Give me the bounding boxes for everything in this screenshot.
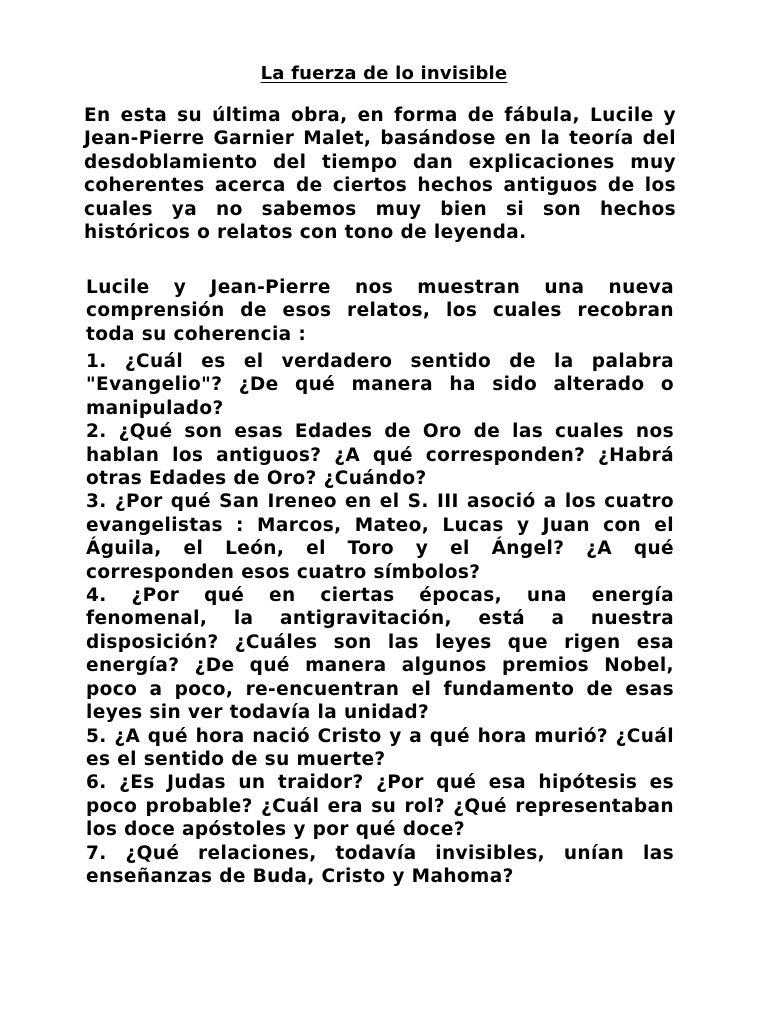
question-text: ¿Por qué San Ireneo en el S. III asoció a los cuatro evangelistas : Marcos, Mateo, Lucas y Juan con el Águila, el León, el Toro y el Ángel? ¿A qué corresponden esos cuatro símbolos?: [86, 491, 674, 583]
question-text: ¿Es Judas un traidor? ¿Por qué esa hipótesis es poco probable? ¿Cuál era su rol? ¿Qué representaban los doce apóstoles y por qué doce?: [86, 772, 675, 841]
questions-list: [86, 350, 674, 888]
question-text: ¿Qué son esas Edades de Oro de las cuales nos hablan los antiguos? ¿A qué corresponden? ¿Habrá otras Edades de Oro? ¿Cuándo?: [86, 421, 674, 490]
question-item: [86, 725, 674, 772]
question-item: [86, 350, 674, 420]
question-text: ¿Qué relaciones, todavía invisibles, unían las enseñanzas de Buda, Cristo y Mahoma?: [86, 842, 674, 887]
question-number: 5.: [86, 725, 107, 747]
question-number: 7.: [86, 842, 107, 864]
question-number: 1.: [86, 351, 107, 372]
question-number: 4.: [86, 585, 107, 607]
question-item: [86, 842, 674, 889]
question-text: ¿Cuál es el verdadero sentido de la palabra "Evangelio"? ¿De qué manera ha sido alterado o manipulado?: [86, 351, 675, 419]
question-item: [86, 771, 674, 841]
question-number: 3.: [86, 491, 107, 513]
intro-paragraph: En esta su última obra, en forma de fábula, Lucile y Jean-Pierre Garnier Malet, basándose en la teoría del desdoblamiento del tiempo dan explicaciones muy coherentes acerca de ciertos hechos antiguos de los cuales ya no sabemos muy bien si son hechos históricos o relatos con tono de leyenda.: [84, 105, 676, 244]
question-text: ¿Por qué en ciertas épocas, una energía fenomenal, la antigravitación, está a nuestra disposición? ¿Cuáles son las leyes que rigen esa energía? ¿De qué manera algunos premios Nobel, poco a poco, re-encuentran el fundamento de esas leyes sin ver todavía la unidad?: [86, 585, 675, 724]
second-paragraph: Lucile y Jean-Pierre nos muestran una nueva comprensión de esos relatos, los cuales recobran toda su coherencia :: [86, 277, 674, 345]
question-number: 2.: [86, 421, 107, 443]
question-item: [86, 584, 674, 724]
document-title: La fuerza de lo invisible: [260, 63, 508, 84]
question-item: [86, 490, 674, 584]
question-number: 6.: [86, 772, 107, 794]
question-item: [86, 420, 674, 490]
question-text: ¿A qué hora nació Cristo y a qué hora murió? ¿Cuál es el sentido de su muerte?: [86, 725, 674, 770]
